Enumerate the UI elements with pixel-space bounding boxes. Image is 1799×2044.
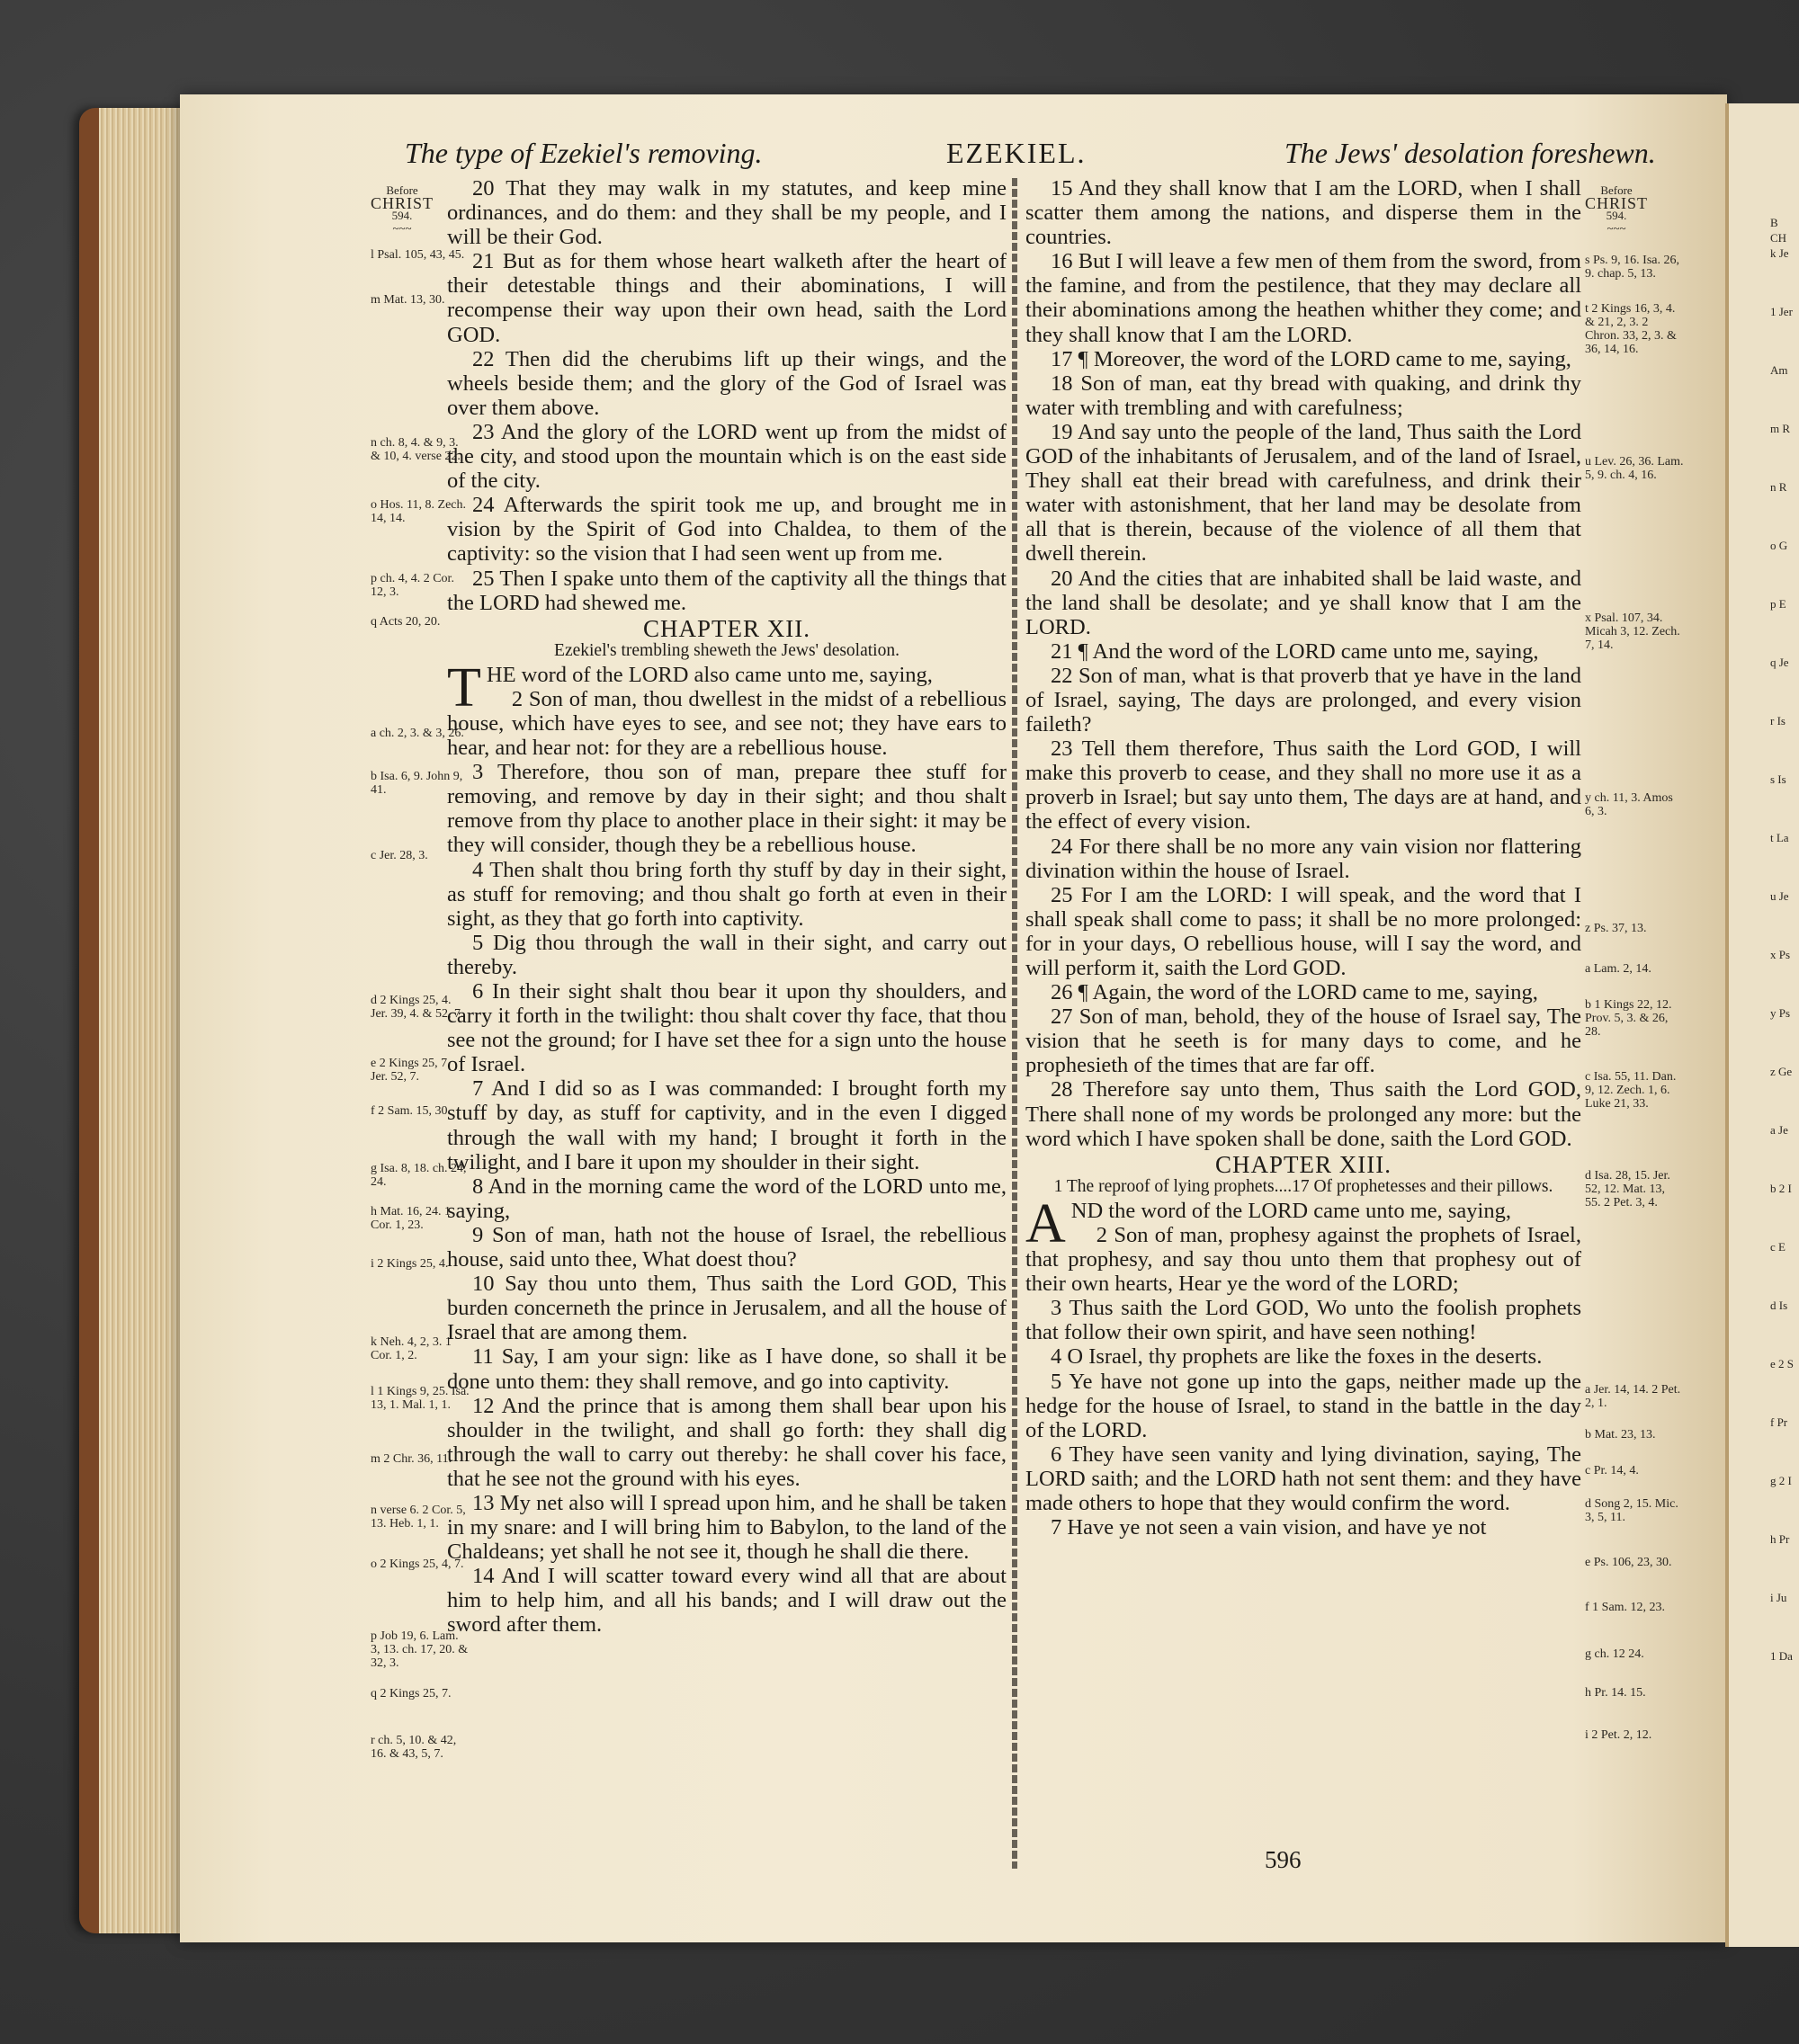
next-page-fragment: t La <box>1770 831 1789 844</box>
cross-reference-note: m Mat. 13, 30. <box>371 293 445 307</box>
verse: 19 And say unto the people of the land, Thus saith the Lord GOD of the inhabitants of Jerusalem, and of the land of Israel, They shall eat their bread with carefulness, and drink their water with astonishment, that her land may be desolate from all that is therein, because of the violence of all them that dwell therein. <box>1025 419 1581 567</box>
next-page-fragment: f Pr <box>1770 1415 1788 1429</box>
verse: 2 Son of man, prophesy against the prophets of Israel, that prophesy, and say thou unto them that prophesy out of their own hearts, Hear ye the word of the LORD; <box>1025 1222 1581 1297</box>
next-page-fragment: k Je <box>1770 246 1789 260</box>
next-page-fragment: z Ge <box>1770 1065 1793 1078</box>
cross-reference-note: i 2 Kings 25, 4. <box>371 1257 449 1271</box>
cross-reference-note: c Pr. 14, 4. <box>1585 1464 1639 1477</box>
verse: 21 ¶ And the word of the LORD came unto me, saying, <box>1051 638 1539 664</box>
running-head-left: The type of Ezekiel's removing. <box>405 137 763 169</box>
cross-reference-note: i 2 Pet. 2, 12. <box>1585 1728 1652 1742</box>
verse: 3 Therefore, thou son of man, prepare thee stuff for removing, and remove by day in their sight; and thou shalt remove from thy place to another place in their sight: it may be they will consider, though they be a rebellious house. <box>447 760 1007 858</box>
verse: 20 And the cities that are inhabited shall be laid waste, and the land shall be desolate; and ye shall know that I am the LORD. <box>1025 566 1581 639</box>
cross-reference-note: q 2 Kings 25, 7. <box>371 1687 452 1700</box>
next-page-fragment: g 2 I <box>1770 1474 1792 1487</box>
verse: ND the word of the LORD came unto me, saying, <box>1070 1198 1511 1223</box>
verse: 26 ¶ Again, the word of the LORD came to me, saying, <box>1051 980 1538 1005</box>
cross-reference-note: d Song 2, 15. Mic. 3, 5, 11. <box>1585 1497 1678 1524</box>
verse: 25 Then I spake unto them of the captivity all the things that the LORD had shewed me. <box>447 566 1007 615</box>
drop-cap: A <box>1025 1192 1066 1254</box>
before-christ-left: Before CHRIST 594. ~~~ <box>371 183 434 235</box>
cross-reference-note: c Isa. 55, 11. Dan. 9, 12. Zech. 1, 6. Luke 21, 33. <box>1585 1070 1677 1111</box>
verse: 16 But I will leave a few men of them from the sword, from the famine, and from the pestilence, that they may declare all their abominations among the heathen whither they come; and they shall know that I am the LORD. <box>1025 249 1581 347</box>
cross-reference-note: y ch. 11, 3. Amos 6, 3. <box>1585 791 1673 818</box>
verse: 14 And I will scatter toward every wind all that are about him to help him, and all his bands; and I will draw out the sword after them. <box>447 1564 1007 1638</box>
cross-reference-note: b Mat. 23, 13. <box>1585 1428 1656 1442</box>
verse: 4 Then shalt thou bring forth thy stuff by day in their sight, as stuff for removing; and thou shalt go forth at even in their sight, as they that go forth into captivity. <box>447 857 1007 931</box>
verse: 11 Say, I am your sign: like as I have done, so shall it be done unto them: they shall remove, and go into captivity. <box>447 1344 1007 1394</box>
cross-reference-note: o Hos. 11, 8. Zech. 14, 14. <box>371 498 467 525</box>
cross-reference-note: u Lev. 26, 36. Lam. 5, 9. ch. 4, 16. <box>1585 455 1684 482</box>
chapter-12-summary: Ezekiel's trembling sheweth the Jews' desolation. <box>554 640 900 660</box>
page-number: 596 <box>1265 1846 1302 1873</box>
cross-reference-note: x Psal. 107, 34. Micah 3, 12. Zech. 7, 14. <box>1585 611 1680 652</box>
chapter-13-title: CHAPTER XIII. <box>1215 1150 1392 1178</box>
verse: 22 Then did the cherubims lift up their wings, and the wheels beside them; and the glory of the God of Israel was over them above. <box>447 346 1007 420</box>
cross-reference-note: p Job 19, 6. Lam. 3, 13. ch. 17, 20. & 32, 3. <box>371 1629 469 1670</box>
verse: 6 In their sight shalt thou bear it upon thy shoulders, and carry it forth in the twilight: thou shalt cover thy face, that thou see not the ground; for I have set thee for a sign unto the house of Israel. <box>447 979 1007 1077</box>
cross-reference-note: k Neh. 4, 2, 3. 1 Cor. 1, 2. <box>371 1335 452 1362</box>
verse: 13 My net also will I spread upon him, and he shall be taken in my snare: and I will bring him to Babylon, to the land of the Chaldeans; yet shall he not see it, though he shall die there. <box>447 1490 1007 1565</box>
next-page-fragment: q Je <box>1770 656 1789 669</box>
verse: 5 Ye have not gone up into the gaps, neither made up the hedge for the house of Israel, to stand in the battle in the day of the LORD. <box>1025 1369 1581 1442</box>
verses-ch13 <box>1025 1192 1581 1540</box>
verse: 27 Son of man, behold, they of the house of Israel say, The vision that he seeth is for many days to come, and he prophesieth of the times that are far off. <box>1025 1004 1581 1078</box>
verse: 7 Have ye not seen a vain vision, and have ye not <box>1051 1515 1487 1540</box>
verse: 24 For there shall be no more any vain vision nor flattering divination within the house of Israel. <box>1025 834 1581 883</box>
cross-reference-note: t 2 Kings 16, 3, 4. & 21, 2, 3. 2 Chron. 33, 2, 3. & 36, 14, 16. <box>1585 302 1677 356</box>
cross-reference-note: a ch. 2, 3. & 3, 26. <box>371 727 464 740</box>
ornament-swash: ~~~ <box>392 221 412 235</box>
cross-reference-note: d 2 Kings 25, 4. Jer. 39, 4. & 52, 7. <box>371 994 464 1021</box>
verse: 4 O Israel, thy prophets are like the foxes in the deserts. <box>1051 1344 1543 1370</box>
verse: 9 Son of man, hath not the house of Israel, the rebellious house, said unto thee, What doest thou? <box>447 1222 1007 1272</box>
verse: 22 Son of man, what is that proverb that ye have in the land of Israel, saying, The days are prolonged, and every vision faileth? <box>1025 663 1581 737</box>
drop-cap: T <box>447 656 481 719</box>
next-page-fragment: d Is <box>1770 1299 1788 1312</box>
next-page-fragment: CH <box>1770 231 1787 245</box>
next-page-text-fragments <box>1770 216 1799 1708</box>
verse: 6 They have seen vanity and lying divination, saying, The LORD saith; and the LORD hath not sent them: and they have made others to hope that they would confirm the word. <box>1025 1442 1581 1515</box>
cross-reference-note: g ch. 12 24. <box>1585 1647 1644 1661</box>
verse: 17 ¶ Moreover, the word of the LORD came to me, saying, <box>1051 346 1571 371</box>
next-page-fragment: a Je <box>1770 1123 1788 1137</box>
cross-reference-note: s Ps. 9, 16. Isa. 26, 9. chap. 5, 13. <box>1585 254 1680 281</box>
verses-ch12 <box>447 656 1007 1638</box>
verse: 25 For I am the LORD: I will speak, and the word that I shall speak shall come to pass; it shall be no more prolonged: for in your days, O rebellious house, will I say the word, and will perform it, saith the Lord GOD. <box>1025 882 1581 980</box>
verse: 10 Say thou unto them, Thus saith the Lord GOD, This burden concerneth the prince in Jerusalem, and all the house of Israel that are among them. <box>447 1272 1007 1345</box>
cross-reference-note: g Isa. 8, 18. ch. 24, 24. <box>371 1162 467 1189</box>
verse: 8 And in the morning came the word of the LORD unto me, saying, <box>447 1174 1007 1223</box>
cross-reference-note: b Isa. 6, 9. John 9, 41. <box>371 770 463 797</box>
verse: 12 And the prince that is among them shall bear upon his shoulder in the twilight, and shall go forth: they shall dig through the wall to carry out thereby: he shall cover his face, that he see not the ground with his eyes. <box>447 1393 1007 1491</box>
before-christ-right: Before CHRIST 594. ~~~ <box>1585 183 1649 235</box>
cross-reference-note: e Ps. 106, 23, 30. <box>1585 1556 1672 1569</box>
next-page-fragment: s Is <box>1770 772 1786 786</box>
next-page-fragment: b 2 I <box>1770 1182 1792 1195</box>
next-page-fragment: 1 Da <box>1770 1649 1793 1663</box>
cross-reference-note: h Pr. 14. 15. <box>1585 1686 1646 1700</box>
verse: 7 And I did so as I was commanded: I brought forth my stuff by day, as stuff for captivity, and in the even I digged through the wall with my hand; I brought it forth in the twilight, and I bare it upon my shoulder in their sight. <box>447 1076 1007 1174</box>
next-page-fragment: B <box>1770 216 1778 229</box>
next-page-fragment: m R <box>1770 422 1791 435</box>
next-page-fragment: y Ps <box>1770 1006 1791 1020</box>
cross-reference-note: l Psal. 105, 43, 45. <box>371 248 465 262</box>
cross-reference-note: l 1 Kings 9, 25. Isa. 13, 1. Mal. 1, 1. <box>371 1385 470 1412</box>
verse: 20 That they may walk in my statutes, and keep mine ordinances, and do them: and they shall be my people, and I will be their God. <box>447 176 1007 250</box>
running-head-right: The Jews' desolation foreshewn. <box>1284 137 1656 169</box>
cross-reference-note: f 1 Sam. 12, 23. <box>1585 1601 1666 1614</box>
next-page-fragment: Am <box>1770 363 1788 377</box>
cross-reference-note: o 2 Kings 25, 4, 7. <box>371 1558 464 1571</box>
cross-reference-note: e 2 Kings 25, 7. Jer. 52, 7. <box>371 1057 451 1084</box>
cross-reference-note: b 1 Kings 22, 12. Prov. 5, 3. & 26, 28. <box>1585 998 1672 1039</box>
verse: 24 Afterwards the spirit took me up, and brought me in vision by the Spirit of God into Chaldea, to them of the captivity: so the vision that I had seen went up from me. <box>447 493 1007 567</box>
cross-reference-note: h Mat. 16, 24. 1 Cor. 1, 23. <box>371 1205 452 1232</box>
next-page-fragment: i Ju <box>1770 1591 1787 1604</box>
next-page-fragment: h Pr <box>1770 1532 1790 1546</box>
chapter-13-summary: 1 The reproof of lying prophets....17 Of prophetesses and their pillows. <box>1053 1176 1553 1196</box>
verses-ch12-continued <box>1025 176 1581 1151</box>
cross-reference-note: n verse 6. 2 Cor. 5, 13. Heb. 1, 1. <box>371 1504 466 1531</box>
cross-reference-note: c Jer. 28, 3. <box>371 849 428 862</box>
column-divider <box>1012 178 1017 1869</box>
chapter-12-title: CHAPTER XII. <box>643 614 810 642</box>
left-text-column <box>447 176 1007 1638</box>
cross-reference-note: p ch. 4, 4. 2 Cor. 12, 3. <box>371 572 454 599</box>
verse: 2 Son of man, thou dwellest in the midst of a rebellious house, which have eyes to see, and see not; they have ears to hear, and hear not: for they are a rebellious house. <box>447 686 1007 761</box>
cross-reference-note: r ch. 5, 10. & 42, 16. & 43, 5, 7. <box>371 1734 457 1761</box>
next-page-fragment: n R <box>1770 480 1787 494</box>
next-page-fragment: u Je <box>1770 889 1789 903</box>
cross-reference-note: n ch. 8, 4. & 9, 3. & 10, 4. verse 22. <box>371 436 461 463</box>
next-page-fragment: p E <box>1770 597 1786 611</box>
next-page-fragment: x Ps <box>1770 948 1791 961</box>
next-page-fragment: r Is <box>1770 714 1786 727</box>
verse: 18 Son of man, eat thy bread with quaking, and drink thy water with trembling and with carefulness; <box>1025 370 1581 420</box>
cross-reference-note: a Jer. 14, 14. 2 Pet. 2, 1. <box>1585 1383 1681 1410</box>
ornament-swash: ~~~ <box>1607 221 1626 235</box>
cross-reference-note: q Acts 20, 20. <box>371 615 441 629</box>
next-page-fragment: 1 Jer <box>1770 305 1793 318</box>
verse: 28 Therefore say unto them, Thus saith the Lord GOD, There shall none of my words be prolonged any more: but the word which I have spoken shall be done, saith the Lord GOD. <box>1025 1077 1581 1151</box>
verses-ch11 <box>447 176 1007 615</box>
cross-reference-note: m 2 Chr. 36, 11. <box>371 1452 452 1466</box>
verse: 15 And they shall know that I am the LORD, when I shall scatter them among the nations, and disperse them in the countries. <box>1025 176 1581 250</box>
cross-reference-note: a Lam. 2, 14. <box>1585 962 1651 976</box>
verse: HE word of the LORD also came unto me, saying, <box>486 662 933 687</box>
cross-reference-note: d Isa. 28, 15. Jer. 52, 12. Mat. 13, 55. 2 Pet. 3, 4. <box>1585 1169 1670 1209</box>
verse: 5 Dig thou through the wall in their sight, and carry out thereby. <box>447 930 1007 979</box>
next-page-fragment: e 2 S <box>1770 1357 1794 1370</box>
cross-reference-note: f 2 Sam. 15, 30. <box>371 1104 452 1118</box>
running-head-center: EZEKIEL. <box>946 137 1087 169</box>
verse: 23 Tell them therefore, Thus saith the Lord GOD, I will make this proverb to cease, and they shall no more use it as a proverb in Israel; but say unto them, The days are at hand, and the effect of every vision. <box>1025 736 1581 835</box>
right-text-column <box>1025 176 1581 1540</box>
next-page-fragment: o G <box>1770 539 1788 552</box>
verse: 3 Thus saith the Lord GOD, Wo unto the foolish prophets that follow their own spirit, and have seen nothing! <box>1025 1296 1581 1345</box>
next-page-fragment: c E <box>1770 1240 1786 1254</box>
verse: 21 But as for them whose heart walketh after the heart of their detestable things and their abominations, I will recompense their way upon their own head, saith the Lord GOD. <box>447 249 1007 347</box>
verse: 23 And the glory of the LORD went up from the midst of the city, and stood upon the mountain which is on the east side of the city. <box>447 419 1007 494</box>
cross-reference-note: z Ps. 37, 13. <box>1585 922 1647 935</box>
